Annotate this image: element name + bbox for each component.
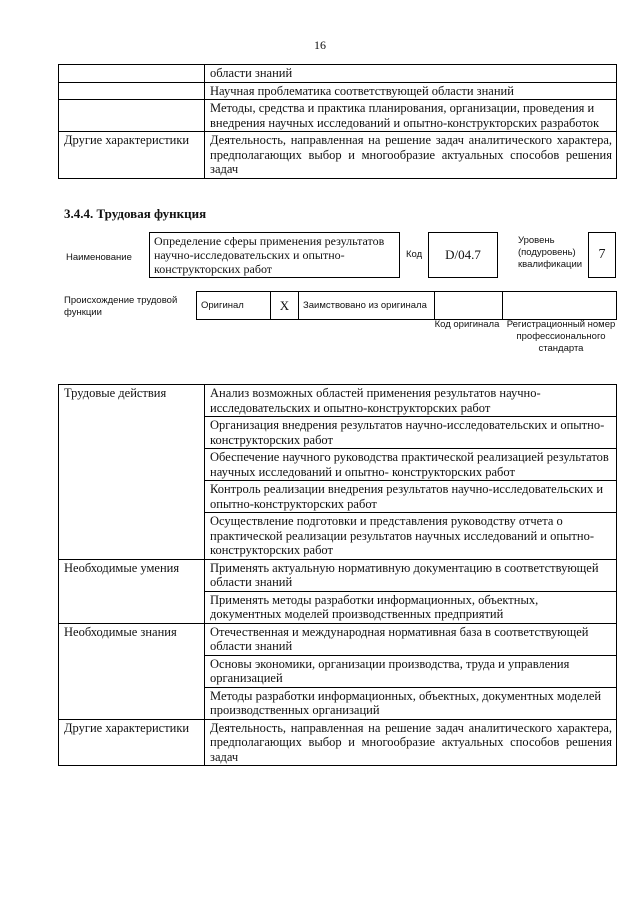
group-label: Необходимые умения [59, 559, 205, 623]
group-label: Другие характеристики [59, 719, 205, 766]
table-row [59, 65, 617, 83]
level-value: 7 [588, 232, 616, 278]
row-text: Методы, средства и практика планирования, организации, проведения и внедрения научных исследований и опытно-конструкторских разработок [205, 100, 617, 132]
group-item: Анализ возможных областей применения результатов научно-исследовательских и опытно-конструкторских работ [205, 385, 617, 417]
table-row [59, 132, 617, 179]
page-number: 16 [314, 38, 326, 52]
group-item: Организация внедрения результатов научно-исследовательских и опытно-конструкторских работ [205, 417, 617, 449]
original-mark: X [271, 292, 299, 320]
group-item: Применять актуальную нормативную документацию в соответствующей области знаний [205, 559, 617, 591]
table-row [59, 719, 617, 766]
table-row [59, 385, 617, 417]
row-label: Другие характеристики [59, 132, 205, 179]
row-text: Научная проблематика соответствующей области знаний [205, 82, 617, 100]
origin-label: Происхождение трудовой функции [64, 295, 178, 318]
function-name-value: Определение сферы применения результатов научно-исследовательских и опытно-конструкторских работ [149, 232, 400, 278]
group-label: Трудовые действия [59, 385, 205, 560]
origin-table [196, 291, 617, 320]
table-row [59, 82, 617, 100]
labor-function-table [58, 384, 617, 766]
row-text: области знаний [205, 65, 617, 83]
table-row [59, 100, 617, 132]
table-row [59, 623, 617, 655]
row-label [59, 82, 205, 100]
row-label [59, 65, 205, 83]
original-code-label: Код оригинала [434, 319, 500, 330]
section-title: 3.4.4. Трудовая функция [64, 206, 207, 221]
row-label [59, 100, 205, 132]
previous-function-table [58, 64, 617, 179]
group-item: Осуществление подготовки и представления руководству отчета о практической реализации результатов научных исследований и опытно-конструкторских работ [205, 513, 617, 560]
group-label: Необходимые знания [59, 623, 205, 719]
level-label: Уровень (подуровень) квалификации [518, 235, 583, 270]
original-code-cell [435, 292, 503, 320]
reg-number-cell [503, 292, 617, 320]
reg-number-label: Регистрационный номер профессионального стандарта [506, 319, 616, 354]
group-item: Основы экономики, организации производства, труда и управления организацией [205, 655, 617, 687]
name-label: Наименование [66, 252, 132, 263]
table-row [59, 559, 617, 591]
group-item: Применять методы разработки информационных, объектных, документных моделей производственных предприятий [205, 591, 617, 623]
group-item: Обеспечение научного руководства практической реализацией результатов научных исследований и опытно- конструкторских работ [205, 449, 617, 481]
function-code-value: D/04.7 [428, 232, 498, 278]
group-item: Отечественная и международная нормативная база в соответствующей области знаний [205, 623, 617, 655]
borrowed-label: Заимствовано из оригинала [299, 292, 435, 320]
code-label: Код [406, 249, 423, 260]
group-item: Деятельность, направленная на решение задач аналитического характера, предполагающих выбор и многообразие актуальных способов решения задач [205, 719, 617, 766]
group-item: Методы разработки информационных, объектных, документных моделей производственных организаций [205, 687, 617, 719]
group-item: Контроль реализации внедрения результатов научно-исследовательских и опытно-конструкторских работ [205, 481, 617, 513]
original-label: Оригинал [197, 292, 271, 320]
row-text: Деятельность, направленная на решение задач аналитического характера, предполагающих выбор и многообразие актуальных способов решения задач [205, 132, 617, 179]
